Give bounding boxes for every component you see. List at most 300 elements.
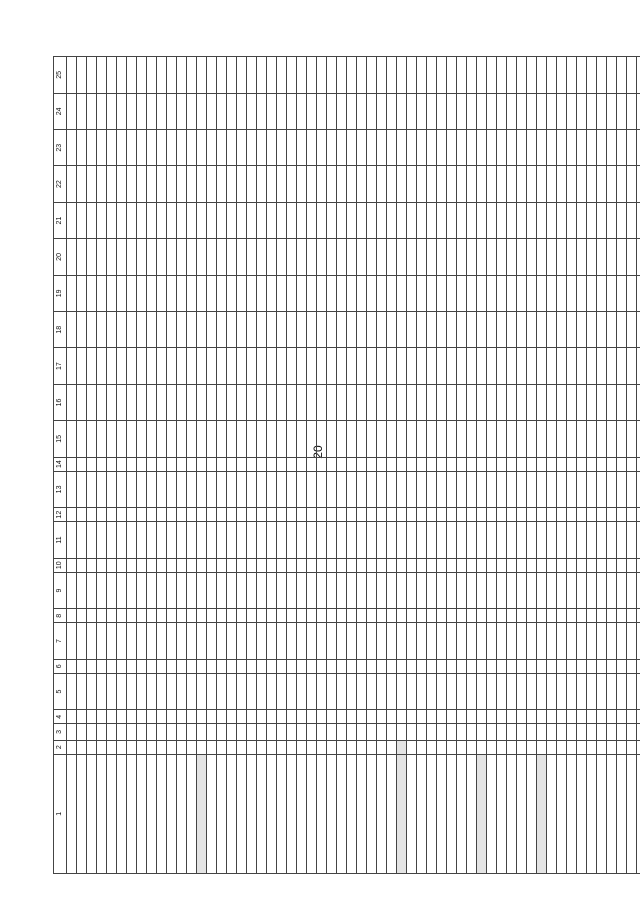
table-cell — [617, 275, 627, 311]
table-cell — [637, 471, 640, 507]
table-cell — [427, 710, 437, 724]
table-cell — [287, 673, 297, 709]
table-cell — [347, 659, 357, 673]
table-cell — [257, 710, 267, 724]
table-cell — [467, 93, 477, 129]
table-cell — [97, 275, 107, 311]
table-row — [247, 57, 257, 874]
table-cell — [207, 710, 217, 724]
table-cell — [167, 57, 177, 94]
table-cell — [277, 508, 287, 522]
table-cell — [307, 522, 317, 558]
table-cell — [507, 724, 517, 740]
table-cell — [177, 673, 187, 709]
table-cell — [557, 348, 567, 384]
table-cell — [257, 724, 267, 740]
table-cell — [337, 384, 347, 420]
table-cell — [517, 558, 527, 572]
table-cell — [157, 202, 167, 238]
table-cell — [327, 457, 337, 471]
table-cell — [397, 754, 407, 873]
table-cell — [257, 754, 267, 873]
table-cell — [627, 57, 637, 94]
table-cell — [137, 471, 147, 507]
table-cell — [637, 740, 640, 754]
table-cell — [497, 623, 507, 659]
table-cell — [407, 457, 417, 471]
table-cell — [637, 384, 640, 420]
table-cell — [257, 740, 267, 754]
table-cell — [87, 710, 97, 724]
table-cell — [457, 57, 467, 94]
table-cell — [77, 275, 87, 311]
table-cell — [447, 508, 457, 522]
table-cell — [137, 710, 147, 724]
table-row — [147, 57, 157, 874]
table-cell — [317, 724, 327, 740]
table-cell — [237, 275, 247, 311]
table-cell — [137, 57, 147, 94]
table-cell — [477, 312, 487, 348]
table-cell — [477, 239, 487, 275]
table-cell — [397, 348, 407, 384]
header-cell: 22 — [54, 166, 67, 202]
table-cell — [297, 384, 307, 420]
table-cell — [277, 275, 287, 311]
table-cell — [247, 348, 257, 384]
table-cell — [357, 275, 367, 311]
table-cell — [527, 623, 537, 659]
table-cell — [577, 508, 587, 522]
table-cell — [537, 384, 547, 420]
table-cell — [317, 522, 327, 558]
table-row — [567, 57, 577, 874]
table-cell — [117, 710, 127, 724]
table-cell — [637, 239, 640, 275]
table-cell — [227, 57, 237, 94]
table-cell — [467, 673, 477, 709]
table-cell — [197, 239, 207, 275]
table-cell — [477, 93, 487, 129]
table-cell — [297, 572, 307, 608]
table-cell — [437, 471, 447, 507]
table-cell — [97, 202, 107, 238]
table-cell — [317, 275, 327, 311]
table-cell — [587, 93, 597, 129]
table-cell — [267, 57, 277, 94]
table-cell — [197, 522, 207, 558]
table-cell — [237, 522, 247, 558]
table-cell — [637, 130, 640, 166]
table-cell — [627, 659, 637, 673]
table-cell — [217, 312, 227, 348]
table-row — [577, 57, 587, 874]
table-cell — [87, 623, 97, 659]
table-cell — [517, 421, 527, 457]
table-cell — [527, 421, 537, 457]
table-cell — [207, 384, 217, 420]
table-cell — [387, 572, 397, 608]
table-cell — [227, 384, 237, 420]
table-cell — [377, 421, 387, 457]
table-cell — [497, 659, 507, 673]
table-cell — [357, 202, 367, 238]
table-cell — [617, 239, 627, 275]
table-cell — [607, 609, 617, 623]
table-cell — [317, 166, 327, 202]
table-cell — [367, 57, 377, 94]
header-cell: 12 — [54, 508, 67, 522]
table-cell — [117, 93, 127, 129]
table-cell — [67, 659, 77, 673]
table-cell — [277, 710, 287, 724]
table-cell — [587, 572, 597, 608]
table-cell — [167, 724, 177, 740]
table-cell — [477, 508, 487, 522]
table-cell — [387, 673, 397, 709]
table-cell — [527, 710, 537, 724]
table-cell — [407, 623, 417, 659]
table-cell — [457, 130, 467, 166]
table-cell — [197, 384, 207, 420]
table-cell — [587, 508, 597, 522]
table-cell — [587, 421, 597, 457]
table-cell — [327, 93, 337, 129]
table-row — [77, 57, 87, 874]
table-cell — [127, 312, 137, 348]
header-row — [54, 57, 67, 874]
table-cell — [567, 522, 577, 558]
table-cell — [107, 673, 117, 709]
table-cell — [467, 312, 477, 348]
table-cell — [267, 609, 277, 623]
table-cell — [427, 740, 437, 754]
table-cell — [167, 421, 177, 457]
table-cell — [397, 384, 407, 420]
table-cell — [87, 471, 97, 507]
table-cell — [77, 740, 87, 754]
table-cell — [587, 457, 597, 471]
table-cell — [137, 754, 147, 873]
table-cell — [557, 93, 567, 129]
table-cell — [387, 724, 397, 740]
table-row — [257, 57, 267, 874]
table-cell — [287, 558, 297, 572]
table-frame — [53, 56, 627, 874]
table-cell — [627, 239, 637, 275]
table-cell — [487, 522, 497, 558]
table-cell — [347, 457, 357, 471]
table-cell — [527, 754, 537, 873]
table-cell — [77, 724, 87, 740]
table-cell — [587, 471, 597, 507]
table-cell — [357, 740, 367, 754]
table-cell — [617, 659, 627, 673]
table-cell — [247, 659, 257, 673]
table-cell — [97, 740, 107, 754]
table-cell — [387, 57, 397, 94]
table-cell — [417, 609, 427, 623]
table-cell — [537, 130, 547, 166]
table-cell — [167, 166, 177, 202]
table-cell — [77, 659, 87, 673]
table-cell — [87, 609, 97, 623]
table-cell — [97, 673, 107, 709]
table-cell — [447, 57, 457, 94]
header-cell: 10 — [54, 558, 67, 572]
table-cell — [287, 275, 297, 311]
table-cell — [437, 572, 447, 608]
table-cell — [417, 275, 427, 311]
table-cell — [157, 508, 167, 522]
table-cell — [357, 457, 367, 471]
table-cell — [327, 508, 337, 522]
table-cell — [217, 508, 227, 522]
table-cell — [207, 724, 217, 740]
table-cell — [127, 384, 137, 420]
table-cell — [297, 710, 307, 724]
table-cell — [137, 202, 147, 238]
table-cell — [427, 754, 437, 873]
table-cell — [137, 239, 147, 275]
table-cell — [317, 239, 327, 275]
table-cell — [487, 57, 497, 94]
table-cell — [517, 130, 527, 166]
table-cell — [487, 659, 497, 673]
table-cell — [477, 275, 487, 311]
table-cell — [117, 312, 127, 348]
table-cell — [637, 609, 640, 623]
table-cell — [367, 508, 377, 522]
table-cell — [147, 384, 157, 420]
table-cell — [557, 558, 567, 572]
table-cell — [447, 558, 457, 572]
table-cell — [597, 202, 607, 238]
table-cell — [417, 471, 427, 507]
table-cell — [107, 202, 117, 238]
table-cell — [87, 421, 97, 457]
table-cell — [127, 740, 137, 754]
table-cell — [287, 166, 297, 202]
table-cell — [567, 659, 577, 673]
table-cell — [397, 471, 407, 507]
table-cell — [387, 275, 397, 311]
table-cell — [567, 166, 577, 202]
table-cell — [117, 508, 127, 522]
table-cell — [627, 312, 637, 348]
table-cell — [367, 130, 377, 166]
table-cell — [607, 130, 617, 166]
table-cell — [607, 239, 617, 275]
table-cell — [97, 457, 107, 471]
header-cell: 21 — [54, 202, 67, 238]
table-cell — [217, 724, 227, 740]
table-cell — [127, 275, 137, 311]
table-cell — [217, 572, 227, 608]
table-cell — [77, 312, 87, 348]
table-cell — [317, 421, 327, 457]
table-cell — [467, 724, 477, 740]
table-cell — [347, 558, 357, 572]
table-cell — [217, 659, 227, 673]
table-cell — [327, 623, 337, 659]
table-cell — [117, 202, 127, 238]
table-cell — [217, 558, 227, 572]
table-cell — [417, 754, 427, 873]
table-cell — [67, 275, 77, 311]
table-cell — [397, 239, 407, 275]
table-cell — [287, 457, 297, 471]
table-cell — [107, 57, 117, 94]
table-cell — [107, 384, 117, 420]
table-cell — [437, 57, 447, 94]
table-cell — [147, 623, 157, 659]
table-cell — [247, 471, 257, 507]
header-cell: 6 — [54, 659, 67, 673]
table-cell — [377, 275, 387, 311]
table-cell — [177, 609, 187, 623]
table-cell — [567, 710, 577, 724]
table-cell — [217, 239, 227, 275]
table-cell — [137, 384, 147, 420]
table-cell — [287, 623, 297, 659]
table-cell — [247, 572, 257, 608]
table-cell — [617, 93, 627, 129]
table-cell — [237, 508, 247, 522]
table-cell — [307, 166, 317, 202]
table-cell — [457, 384, 467, 420]
table-cell — [427, 522, 437, 558]
table-cell — [407, 130, 417, 166]
table-cell — [367, 457, 377, 471]
table-cell — [287, 710, 297, 724]
table-cell — [337, 166, 347, 202]
table-cell — [387, 522, 397, 558]
table-cell — [617, 130, 627, 166]
table-cell — [107, 130, 117, 166]
table-cell — [417, 348, 427, 384]
table-cell — [587, 609, 597, 623]
table-cell — [367, 623, 377, 659]
table-cell — [447, 275, 457, 311]
table-cell — [377, 609, 387, 623]
table-cell — [277, 471, 287, 507]
table-cell — [527, 348, 537, 384]
table-cell — [67, 421, 77, 457]
table-cell — [207, 166, 217, 202]
table-cell — [487, 421, 497, 457]
table-cell — [457, 239, 467, 275]
table-cell — [427, 457, 437, 471]
table-cell — [367, 724, 377, 740]
table-cell — [327, 239, 337, 275]
table-cell — [627, 522, 637, 558]
table-cell — [97, 609, 107, 623]
table-cell — [367, 93, 377, 129]
table-cell — [337, 754, 347, 873]
table-cell — [447, 312, 457, 348]
table-cell — [547, 457, 557, 471]
table-cell — [627, 421, 637, 457]
table-cell — [137, 130, 147, 166]
table-cell — [297, 623, 307, 659]
table-cell — [447, 609, 457, 623]
table-cell — [607, 457, 617, 471]
table-cell — [507, 508, 517, 522]
table-cell — [417, 508, 427, 522]
table-cell — [547, 471, 557, 507]
table-cell — [377, 166, 387, 202]
table-cell — [627, 710, 637, 724]
table-cell — [627, 740, 637, 754]
table-cell — [327, 384, 337, 420]
table-cell — [337, 609, 347, 623]
table-cell — [337, 558, 347, 572]
table-cell — [507, 166, 517, 202]
table-cell — [347, 724, 357, 740]
table-cell — [67, 724, 77, 740]
table-cell — [617, 471, 627, 507]
table-cell — [467, 609, 477, 623]
table-cell — [367, 348, 377, 384]
table-cell — [617, 508, 627, 522]
table-cell — [137, 348, 147, 384]
table-cell — [477, 130, 487, 166]
table-cell — [337, 275, 347, 311]
table-row — [387, 57, 397, 874]
table-cell — [407, 659, 417, 673]
table-cell — [407, 710, 417, 724]
table-cell — [127, 457, 137, 471]
table-cell — [307, 659, 317, 673]
table-cell — [587, 740, 597, 754]
table-cell — [487, 609, 497, 623]
table-cell — [397, 623, 407, 659]
table-cell — [157, 522, 167, 558]
table-cell — [77, 558, 87, 572]
table-cell — [167, 239, 177, 275]
table-cell — [527, 384, 537, 420]
table-cell — [247, 202, 257, 238]
table-cell — [177, 659, 187, 673]
table-cell — [607, 166, 617, 202]
table-cell — [427, 558, 437, 572]
table-cell — [367, 471, 377, 507]
table-cell — [117, 457, 127, 471]
table-cell — [137, 166, 147, 202]
table-cell — [487, 312, 497, 348]
header-cell: 18 — [54, 312, 67, 348]
table-cell — [217, 609, 227, 623]
header-cell: 23 — [54, 130, 67, 166]
table-cell — [237, 57, 247, 94]
table-cell — [277, 384, 287, 420]
table-cell — [167, 754, 177, 873]
table-cell — [587, 348, 597, 384]
table-row — [287, 57, 297, 874]
table-cell — [237, 348, 247, 384]
table-cell — [467, 348, 477, 384]
table-cell — [187, 130, 197, 166]
table-cell — [207, 57, 217, 94]
table-cell — [527, 202, 537, 238]
table-cell — [177, 239, 187, 275]
table-cell — [267, 673, 277, 709]
table-cell — [617, 348, 627, 384]
table-cell — [477, 609, 487, 623]
table-cell — [407, 508, 417, 522]
table-cell — [257, 202, 267, 238]
